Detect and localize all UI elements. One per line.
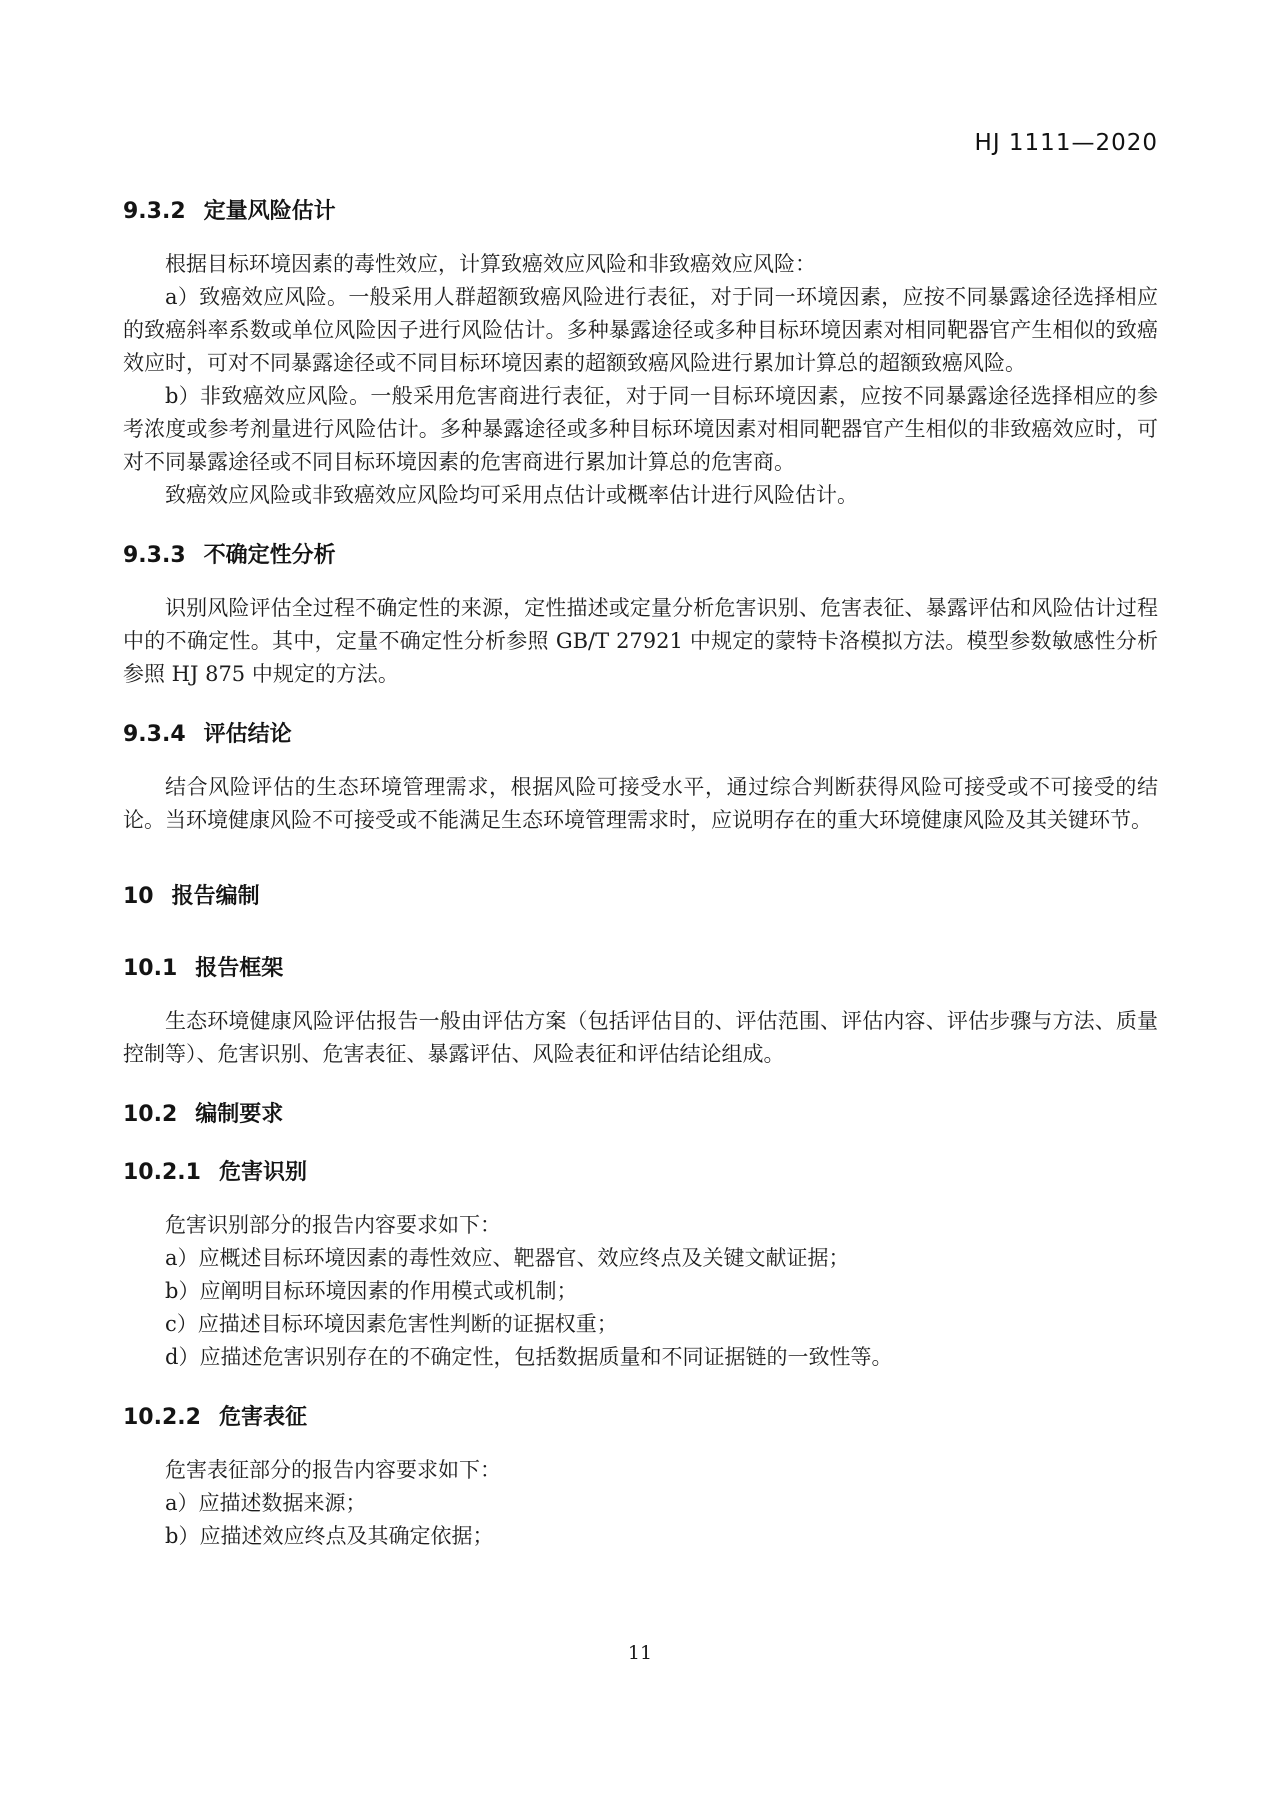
section-title: 报告框架 — [195, 956, 284, 981]
list-item-b: b）应描述效应终点及其确定依据； — [165, 1524, 494, 1548]
standard-code-header — [123, 130, 1158, 156]
section-title: 定量风险估计 — [203, 199, 336, 224]
list-item-a: a）应描述数据来源； — [165, 1491, 367, 1515]
paragraph: 危害识别部分的报告内容要求如下： — [165, 1213, 501, 1237]
page-number: 11 — [627, 1642, 653, 1664]
section-title: 编制要求 — [195, 1102, 284, 1127]
chapter-number: 10 — [123, 884, 154, 909]
standard-code: HJ 1111—2020 — [974, 130, 1158, 156]
list-item-a: a）应概述目标环境因素的毒性效应、靶器官、效应终点及关键文献证据； — [165, 1246, 850, 1270]
list-item-b: b）应阐明目标环境因素的作用模式或机制； — [165, 1279, 578, 1303]
section-number: 10.2.1 — [123, 1160, 201, 1185]
section-heading-10-2-2 — [123, 1404, 1158, 1432]
section-number: 10.2 — [123, 1102, 178, 1127]
chapter-title: 报告编制 — [171, 884, 260, 909]
section-title: 评估结论 — [203, 722, 292, 747]
section-number: 10.2.2 — [123, 1405, 201, 1430]
list-item-c: c）应描述目标环境因素危害性判断的证据权重； — [165, 1312, 618, 1336]
paragraph: 结合风险评估的生态环境管理需求，根据风险可接受水平，通过综合判断获得风险可接受或不可接受的结论。当环境健康风险不可接受或不能满足生态环境管理需求时，应说明存在的重大环境健康风险及其关键环节。 — [123, 775, 1158, 832]
paragraph: 生态环境健康风险评估报告一般由评估方案（包括评估目的、评估范围、评估内容、评估步骤与方法、质量控制等）、危害识别、危害表征、暴露评估、风险表征和评估结论组成。 — [123, 1009, 1158, 1066]
paragraph: 危害表征部分的报告内容要求如下： — [165, 1458, 501, 1482]
section-heading-9-3-3 — [123, 542, 1158, 570]
section-number: 9.3.3 — [123, 543, 186, 568]
paragraph: 致癌效应风险或非致癌效应风险均可采用点估计或概率估计进行风险估计。 — [165, 483, 858, 507]
chapter-heading-10 — [123, 883, 1158, 911]
list-item-d: d）应描述危害识别存在的不确定性，包括数据质量和不同证据链的一致性等。 — [165, 1345, 893, 1369]
section-title: 危害识别 — [218, 1160, 307, 1185]
section-number: 10.1 — [123, 956, 178, 981]
section-heading-9-3-2 — [123, 198, 1158, 226]
section-title: 不确定性分析 — [203, 543, 336, 568]
section-heading-10-2 — [123, 1101, 1158, 1129]
section-heading-10-1 — [123, 955, 1158, 983]
paragraph: 识别风险评估全过程不确定性的来源，定性描述或定量分析危害识别、危害表征、暴露评估和风险估计过程中的不确定性。其中，定量不确定性分析参照 GB/T 27921 中规定的蒙特卡洛模拟方法。模型参数敏感性分析参照 HJ 875 中规定的方法。 — [123, 596, 1158, 686]
paragraph: 根据目标环境因素的毒性效应，计算致癌效应风险和非致癌效应风险： — [165, 252, 816, 276]
list-item-a: a）致癌效应风险。一般采用人群超额致癌风险进行表征，对于同一环境因素，应按不同暴露途径选择相应的致癌斜率系数或单位风险因子进行风险估计。多种暴露途径或多种目标环境因素对相同靶器官产生相似的致癌效应时，可对不同暴露途径或不同目标环境因素的超额致癌风险进行累加计算总的超额致癌风险。 — [123, 285, 1158, 375]
section-title: 危害表征 — [218, 1405, 307, 1430]
section-heading-9-3-4 — [123, 721, 1158, 749]
section-number: 9.3.2 — [123, 199, 186, 224]
section-heading-10-2-1 — [123, 1159, 1158, 1187]
list-item-b: b）非致癌效应风险。一般采用危害商进行表征，对于同一目标环境因素，应按不同暴露途径选择相应的参考浓度或参考剂量进行风险估计。多种暴露途径或多种目标环境因素对相同靶器官产生相似的非致癌效应时，可对不同暴露途径或不同目标环境因素的危害商进行累加计算总的危害商。 — [123, 384, 1158, 474]
section-number: 9.3.4 — [123, 722, 186, 747]
